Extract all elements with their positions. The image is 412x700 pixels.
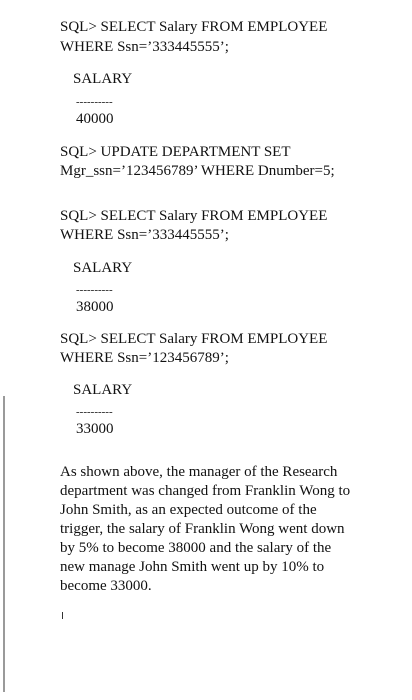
explanation-line: new manage John Smith went up by 10% to <box>60 559 325 575</box>
column-separator-1: ---------- <box>76 96 113 108</box>
sql-select-query-1-line-2: WHERE Ssn=’333445555’; <box>60 39 229 55</box>
explanation-line: by 5% to become 38000 and the salary of the <box>60 540 332 556</box>
sql-select-query-1-line-1: SQL> SELECT Salary FROM EMPLOYEE <box>60 19 328 35</box>
explanation-paragraph <box>60 463 390 596</box>
salary-column-header-1: SALARY <box>73 71 133 87</box>
explanation-line: department was changed from Franklin Wong to <box>60 483 351 499</box>
sql-select-query-3-line-1: SQL> SELECT Salary FROM EMPLOYEE <box>60 331 328 347</box>
left-margin-bar <box>3 396 5 692</box>
salary-value-2: 38000 <box>76 299 114 315</box>
sql-update-query-line-2: Mgr_ssn=’123456789’ WHERE Dnumber=5; <box>60 163 335 179</box>
sql-select-query-3-line-2: WHERE Ssn=’123456789’; <box>60 350 229 366</box>
sql-select-query-2-line-2: WHERE Ssn=’333445555’; <box>60 227 229 243</box>
text-cursor[interactable] <box>62 612 63 619</box>
salary-value-3: 33000 <box>76 421 114 437</box>
explanation-line: As shown above, the manager of the Research <box>60 464 338 480</box>
column-separator-2: ---------- <box>76 284 113 296</box>
explanation-line: trigger, the salary of Franklin Wong went down <box>60 521 345 537</box>
sql-select-query-2-line-1: SQL> SELECT Salary FROM EMPLOYEE <box>60 208 328 224</box>
column-separator-3: ---------- <box>76 406 113 418</box>
explanation-line: become 33000. <box>60 578 152 594</box>
sql-update-query-line-1: SQL> UPDATE DEPARTMENT SET <box>60 144 291 160</box>
salary-value-1: 40000 <box>76 111 114 127</box>
salary-column-header-2: SALARY <box>73 260 133 276</box>
salary-column-header-3: SALARY <box>73 382 133 398</box>
explanation-line: John Smith, as an expected outcome of the <box>60 502 317 518</box>
